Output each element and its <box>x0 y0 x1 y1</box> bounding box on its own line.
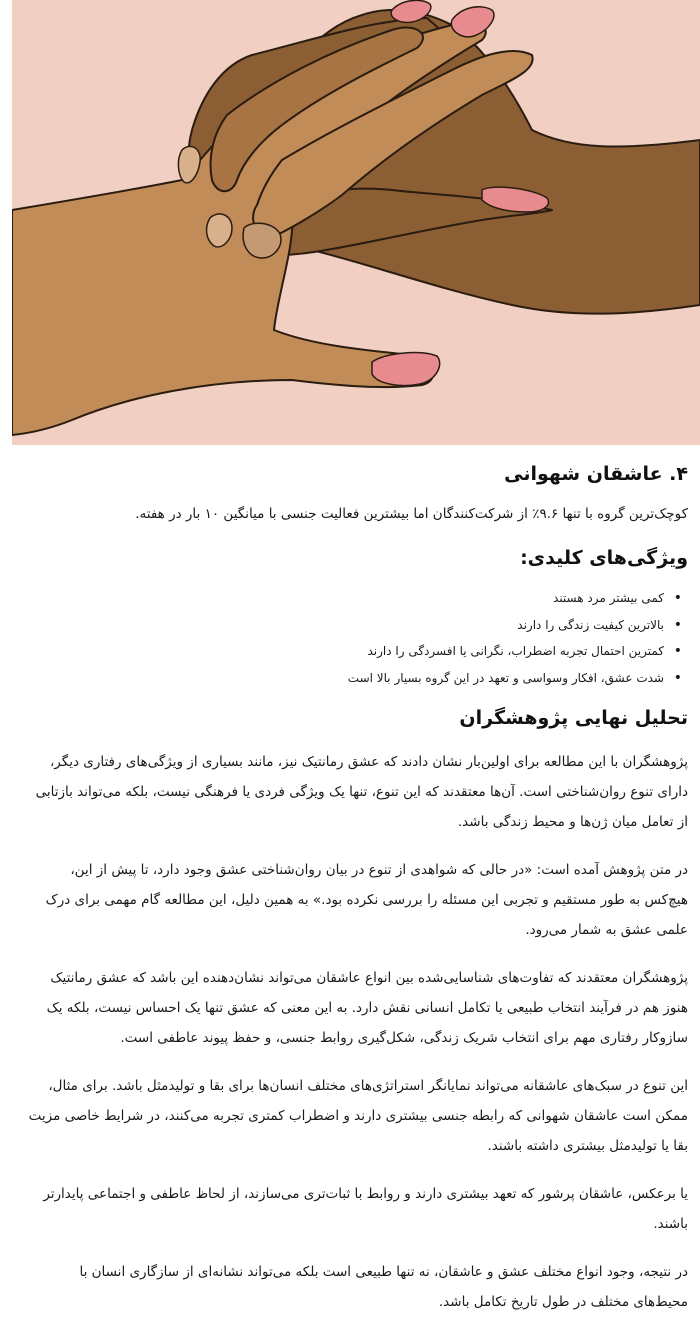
paragraph: یا برعکس، عاشقان پرشور که تعهد بیشتری دارند و روابط با ثبات‌تری می‌سازند، از لحاظ عاطفی و اجتماعی پایدارتر باشند. <box>43 1186 688 1232</box>
key-features-list <box>24 585 688 691</box>
paragraph: پژوهشگران با این مطالعه برای اولین‌بار نشان دادند که عشق رمانتیک نیز، مانند بسیاری از ویژگی‌های رفتاری دیگر، دارای تنوع روان‌شناختی است. آن‌ها معتقدند که این تنوع، تنها یک ویژگی فردی یا فرهنگی نیست، بلکه می‌تواند بازتابی از تعامل میان ژن‌ها و محیط زندگی باشد. <box>35 754 688 830</box>
paragraph: پژوهشگران معتقدند که تفاوت‌های شناسایی‌شده بین انواع عاشقان می‌تواند نشان‌دهنده این باشد که عشق رمانتیک هنوز هم در فرآیند انتخاب طبیعی یا تکامل انسانی نقش دارد. به این معنی که عشق تنها یک احساس نیست، بلکه یک سازوکار رفتاری مهم برای انتخاب شریک زندگی، شکل‌گیری روابط جنسی، و حفظ پیوند عاطفی است. <box>46 970 688 1046</box>
key-features-heading: ویژگی‌های کلیدی: <box>520 547 688 569</box>
list-item: • کمی بیشتر مرد هستند <box>24 585 664 612</box>
section-intro-text: کوچک‌ترین گروه با تنها ۹.۶٪ از شرکت‌کنندگان اما بیشترین فعالیت جنسی با میانگین ۱۰ بار در هفته. <box>135 506 688 522</box>
final-analysis-section <box>24 707 688 1317</box>
section-heading-lustful-lovers: ۴. عاشقان شهوانی <box>504 463 688 485</box>
list-item: • کمترین احتمال تجربه اضطراب، نگرانی یا افسردگی را دارند <box>24 638 664 665</box>
hero-illustration-hands <box>12 0 700 445</box>
final-analysis-heading: تحلیل نهایی پژوهشگران <box>459 707 688 729</box>
article-content <box>0 463 700 1317</box>
list-item: • بالاترین کیفیت زندگی را دارند <box>24 612 664 639</box>
paragraph: در نتیجه، وجود انواع مختلف عشق و عاشقان، نه تنها طبیعی است بلکه می‌تواند نشانه‌ای از سازگاری انسان با محیط‌های مختلف در طول تاریخ تکامل باشد. <box>79 1264 688 1310</box>
list-item: • شدت عشق، افکار وسواسی و تعهد در این گروه بسیار بالا است <box>24 665 664 692</box>
paragraph: این تنوع در سبک‌های عاشقانه می‌تواند نمایانگر استراتژی‌های مختلف انسان‌ها برای بقا و تولیدمثل باشد. برای مثال، ممکن است عاشقان شهوانی که رابطه جنسی بیشتری دارند و اضطراب کمتری تجربه می‌کنند، در شرایط خاصی مزیت بقا یا تولیدمثل بیشتری داشته باشند. <box>28 1078 688 1154</box>
paragraph: در متن پژوهش آمده است: «در حالی که شواهدی از تنوع در بیان روان‌شناختی عشق وجود دارد، تا پیش از این، هیچ‌کس به طور مستقیم و تجربی این مسئله را بررسی نکرده بود.» به همین دلیل، این مطالعه گام مهمی برای درک علمی عشق به شمار می‌رود. <box>45 862 688 938</box>
